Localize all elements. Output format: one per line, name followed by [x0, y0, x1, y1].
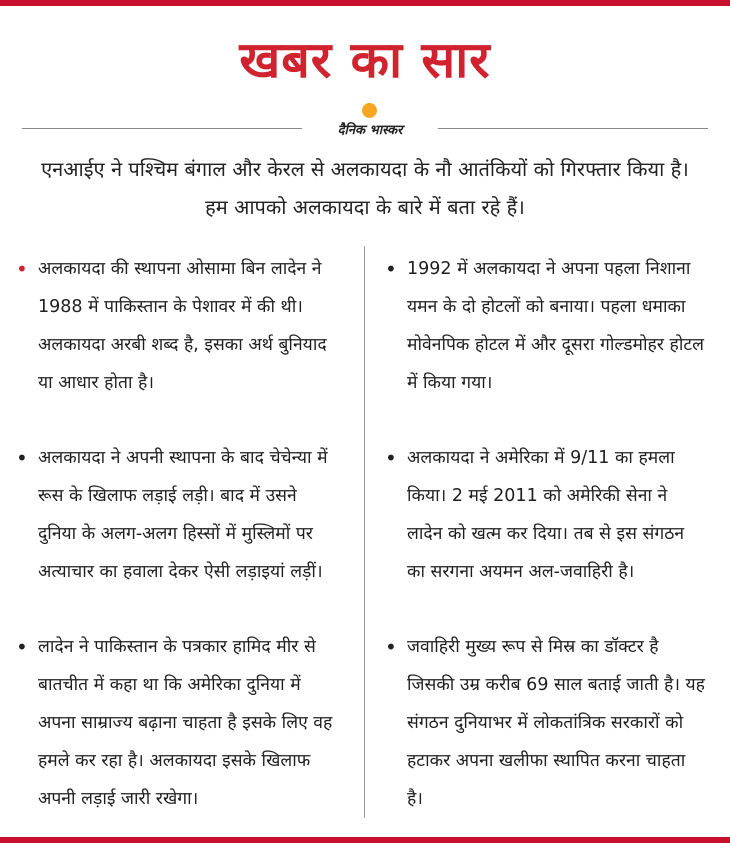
list-item-text: अलकायदा ने अमेरिका में 9/11 का हमला किया। 2 मई 2011 को अमेरिकी सेना ने लादेन को खत्म कर दिया। तब से इस संगठन का सरगना अयमन अल-जवाहिरी है।: [407, 448, 685, 582]
intro-text: एनआईए ने पश्चिम बंगाल और केरल से अलकायदा के नौ आतंकियों को गिरफ्तार किया है। हम आपको अलकायदा के बारे में बता रहे हैं।: [41, 157, 689, 219]
headline: खबर का सार: [239, 31, 491, 89]
brand-logo: [310, 108, 430, 148]
divider-rule-right: [438, 128, 708, 129]
left-column: [16, 250, 336, 818]
bottom-accent-bar: [0, 837, 730, 843]
list-item-text: अलकायदा ने अपनी स्थापना के बाद चेचेन्या में रूस के खिलाफ लड़ाई लड़ी। बाद में उसने दुनिया के अलग-अलग हिस्सों में मुस्लिमों पर अत्याचार का हवाला देकर ऐसी लड़ाइयां लड़ीं।: [38, 448, 328, 582]
bullet-icon: •: [16, 446, 28, 470]
sun-icon: [362, 103, 377, 118]
list-item-text: 1992 में अलकायदा ने अपना पहला निशाना यमन के दो होटलों को बनाया। पहला धमाका मोवेनपिक होटल में और दूसरा गोल्डमोहर होटल में किया गया।: [407, 259, 705, 393]
bullet-icon: •: [385, 257, 397, 281]
list-item-text: अलकायदा की स्थापना ओसामा बिन लादेन ने 1988 में पाकिस्तान के पेशावर में की थी। अलकायदा अरबी शब्द है, इसका अर्थ बुनियाद या आधार होता है।: [38, 259, 327, 393]
list-item-text: जवाहिरी मुख्य रूप से मिस्र का डॉक्टर है जिसकी उम्र करीब 69 साल बताई जाती है। यह संगठन दुनियाभर में लोकतांत्रिक सरकारों को हटाकर अपना खलीफा स्थापित करना चाहता है।: [407, 637, 705, 809]
list-item: [385, 439, 705, 591]
top-accent-bar: [0, 0, 730, 6]
bullet-icon: •: [16, 257, 28, 281]
list-item-text: लादेन ने पाकिस्तान के पत्रकार हामिद मीर से बातचीत में कहा था कि अमेरिका दुनिया में अपना साम्राज्य बढ़ाना चाहता है इसके लिए वह हमले कर रहा है। अलकायदा इसके खिलाफ अपनी लड़ाई जारी रखेगा।: [38, 637, 333, 809]
list-item: [16, 628, 336, 818]
divider-rule-left: [22, 128, 302, 129]
list-item: [16, 439, 336, 591]
bullet-icon: •: [385, 446, 397, 470]
brand-name: दैनिक भास्कर: [337, 123, 403, 138]
column-divider: [364, 246, 365, 818]
list-item: [385, 250, 705, 402]
list-item: [385, 628, 705, 818]
brand-row: [22, 108, 708, 148]
right-column: [385, 250, 705, 818]
bullet-icon: •: [385, 635, 397, 659]
list-item: [16, 250, 336, 402]
bullet-icon: •: [16, 635, 28, 659]
